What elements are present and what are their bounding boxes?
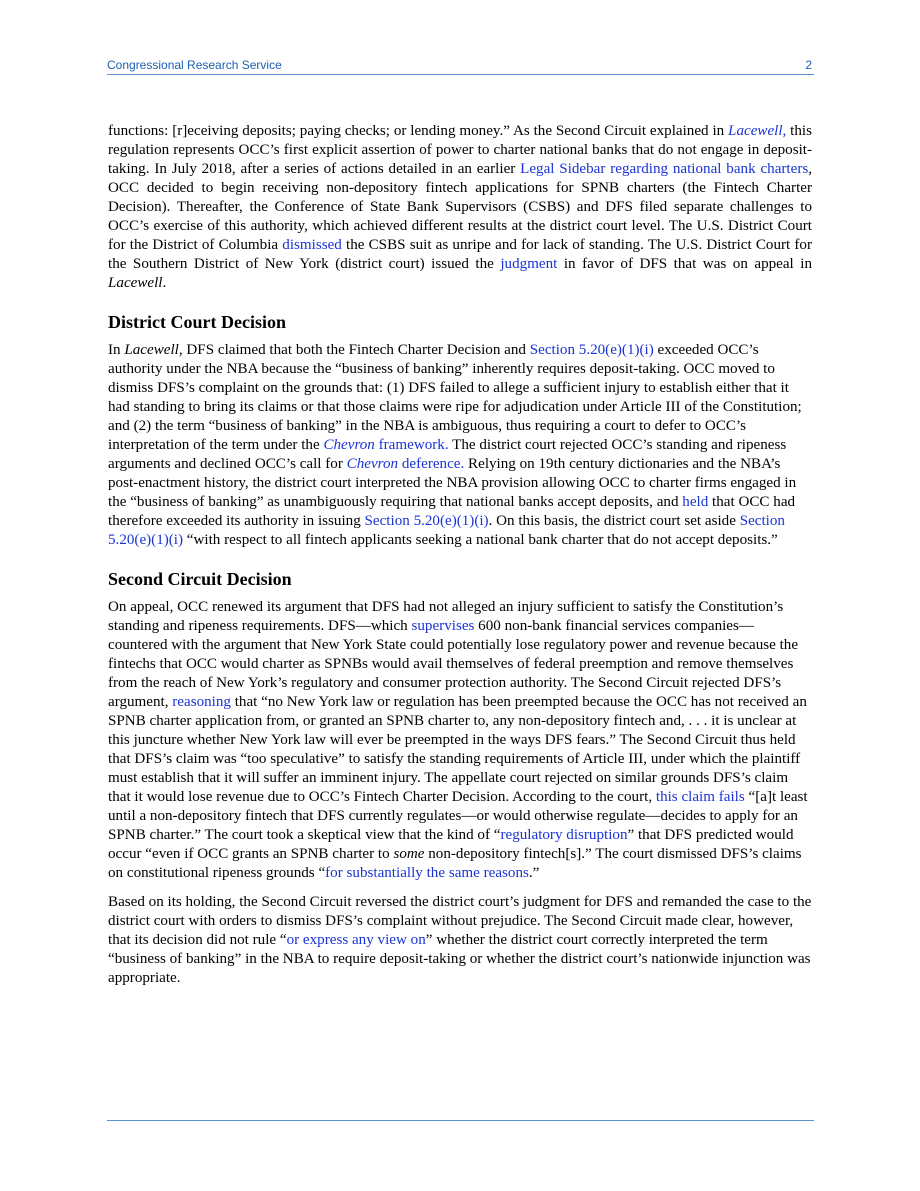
text-run: Based on its holding, the Second Circuit reversed the district court’s judgment for DFS and remanded the case to the district court with orders to dismiss DFS’s complaint without prejudice. The Second Circuit made clear, however, that its decision did not rule “: [108, 894, 812, 948]
text-run: that OCC had therefore exceeded its authority in issuing: [108, 494, 796, 529]
text-run: In: [108, 342, 125, 358]
conclusion-paragraph: [108, 893, 812, 988]
heading-district-court-decision: District Court Decision: [108, 312, 286, 332]
district-court-paragraph: [108, 341, 812, 550]
link-text: Chevron: [346, 456, 399, 472]
text-run: 600 non-bank financial services companies—countered with the argument that New York State could potentially lose regulatory power and revenue because the fintechs that OCC would charter as SPNBs would avail themselves of federal preemption and remove themselves from the reach of New York’s regulatory and consumer protection authority. The Second Circuit rejected DFS’s argument,: [108, 618, 799, 710]
link-substantially-same-reasons[interactable]: for substantially the same reasons: [325, 865, 529, 881]
text-run: ” that DFS predicted would occur “even if OCC grants an SPNB charter to: [108, 827, 794, 862]
emphasis: some: [393, 846, 425, 862]
link-section-5-20[interactable]: Section 5.20(e)(1)(i): [529, 342, 654, 358]
link-dismissed[interactable]: dismissed: [282, 237, 342, 253]
text-run: in favor of DFS that was on appeal in: [557, 256, 812, 272]
text-run: Relying on 19th century dictionaries and the NBA’s post-enactment history, the district court interpreted the NBA provision allowing OCC to charter firms engaged in the “business of banking” as unambiguously requiring that national banks accept deposits, and: [108, 456, 797, 510]
text-run: , DFS claimed that both the Fintech Charter Decision and: [178, 342, 530, 358]
link-section-5-20[interactable]: Section 5.20(e)(1)(i): [108, 513, 785, 548]
link-text: framework.: [374, 437, 449, 453]
link-supervises[interactable]: supervises: [411, 618, 475, 634]
text-run: , OCC decided to begin receiving non-depository fintech applications for SPNB charters (the Fintech Charter Decision). Thereafter, the Conference of State Bank Supervisors (CSBS) and DFS filed separate challenges to OCC’s exercise of this authority, which achieved different results at the district court level. The U.S. District Court for the District of Columbia: [108, 161, 813, 253]
text-run: “[a]t least until a non-depository fintech that DFS currently regulates—or would otherwise regulate—decides to apply for an SPNB charter.” The court took a skeptical view that the kind of “: [108, 789, 808, 843]
text-run: exceeded OCC’s authority under the NBA because the “business of banking” inherently requires deposit-taking. OCC moved to dismiss DFS’s complaint on the grounds that: (1) DFS failed to allege a sufficient injury to establish either that it had standing to bring its claims or that those claims were ripe for adjudication under Article III of the Constitution; and (2) the term “business of banking” in the NBA is ambiguous, thus requiring a court to defer to OCC’s interpretation of the term under the: [108, 342, 802, 453]
text-run: the CSBS suit as unripe and for lack of standing. The U.S. District Court for the Southern District of New York (district court) issued the: [108, 237, 812, 272]
link-text: Chevron: [323, 437, 375, 453]
footer-divider: [107, 1120, 814, 1121]
link-chevron-framework[interactable]: [323, 437, 448, 453]
link-or-express-any-view-on[interactable]: or express any view on: [286, 932, 426, 948]
text-run: functions: [r]eceiving deposits; paying checks; or lending money.” As the Second Circuit explained in: [108, 123, 729, 139]
case-name: Lacewell: [124, 342, 179, 358]
page-number: 2: [805, 58, 812, 72]
text-run: .”: [528, 865, 540, 881]
heading-second-circuit-decision: Second Circuit Decision: [108, 569, 292, 589]
second-circuit-paragraph: [108, 598, 812, 883]
link-judgment[interactable]: judgment: [500, 256, 558, 272]
link-this-claim-fails[interactable]: this claim fails: [655, 789, 745, 805]
text-run: that “no New York law or regulation has been preempted because the OCC has not received an SPNB charter application from, or granted an SPNB charter to, any non-depository fintech and, . . . it is unclear at this juncture whether New York law will ever be preempted in the ways DFS fears.” The Second Circuit thus held that DFS’s claim was “too speculative” to satisfy the standing requirements of Article III, under which the plaintiff must establish that it will suffer an imminent injury. The appellate court rejected on similar grounds DFS’s claim that it would lose revenue due to OCC’s Fintech Charter Decision. According to the court,: [108, 694, 807, 805]
page-header: [107, 56, 814, 75]
text-run: this regulation represents OCC’s first explicit assertion of power to charter national banks that do not engage in deposit-taking. In July 2018, after a series of actions detailed in an earlier: [108, 123, 812, 177]
text-run: On appeal, OCC renewed its argument that DFS had not alleged an injury sufficient to satisfy the Constitution’s standing and ripeness requirements. DFS—which: [108, 599, 784, 634]
link-lacewell[interactable]: [728, 123, 786, 139]
text-run: The district court rejected OCC’s standing and ripeness arguments and declined OCC’s call for: [108, 437, 787, 472]
text-run: “with respect to all fintech applicants seeking a national bank charter that do not accept deposits.”: [183, 532, 778, 548]
intro-paragraph: [108, 122, 812, 293]
link-chevron-deference[interactable]: [347, 456, 465, 472]
link-text: deference.: [398, 456, 465, 472]
text-run: . On this basis, the district court set aside: [488, 513, 740, 529]
link-regulatory-disruption[interactable]: regulatory disruption: [500, 827, 628, 843]
link-held[interactable]: held: [682, 494, 709, 510]
link-reasoning[interactable]: reasoning: [172, 694, 231, 710]
header-org-name: Congressional Research Service: [107, 58, 282, 72]
case-name: Lacewell: [108, 275, 163, 291]
text-run: ” whether the district court correctly interpreted the term “business of banking” in the NBA to require deposit-taking or whether the district court’s nationwide injunction was appropriate.: [108, 932, 811, 986]
text-run: non-depository fintech[s].” The court dismissed DFS’s claims on constitutional ripeness grounds “: [108, 846, 802, 881]
link-section-5-20[interactable]: Section 5.20(e)(1)(i): [364, 513, 489, 529]
link-text: Lacewell,: [728, 123, 787, 139]
link-legal-sidebar[interactable]: Legal Sidebar regarding national bank charters: [520, 161, 809, 177]
document-body: [108, 122, 812, 998]
text-run: .: [162, 275, 167, 291]
